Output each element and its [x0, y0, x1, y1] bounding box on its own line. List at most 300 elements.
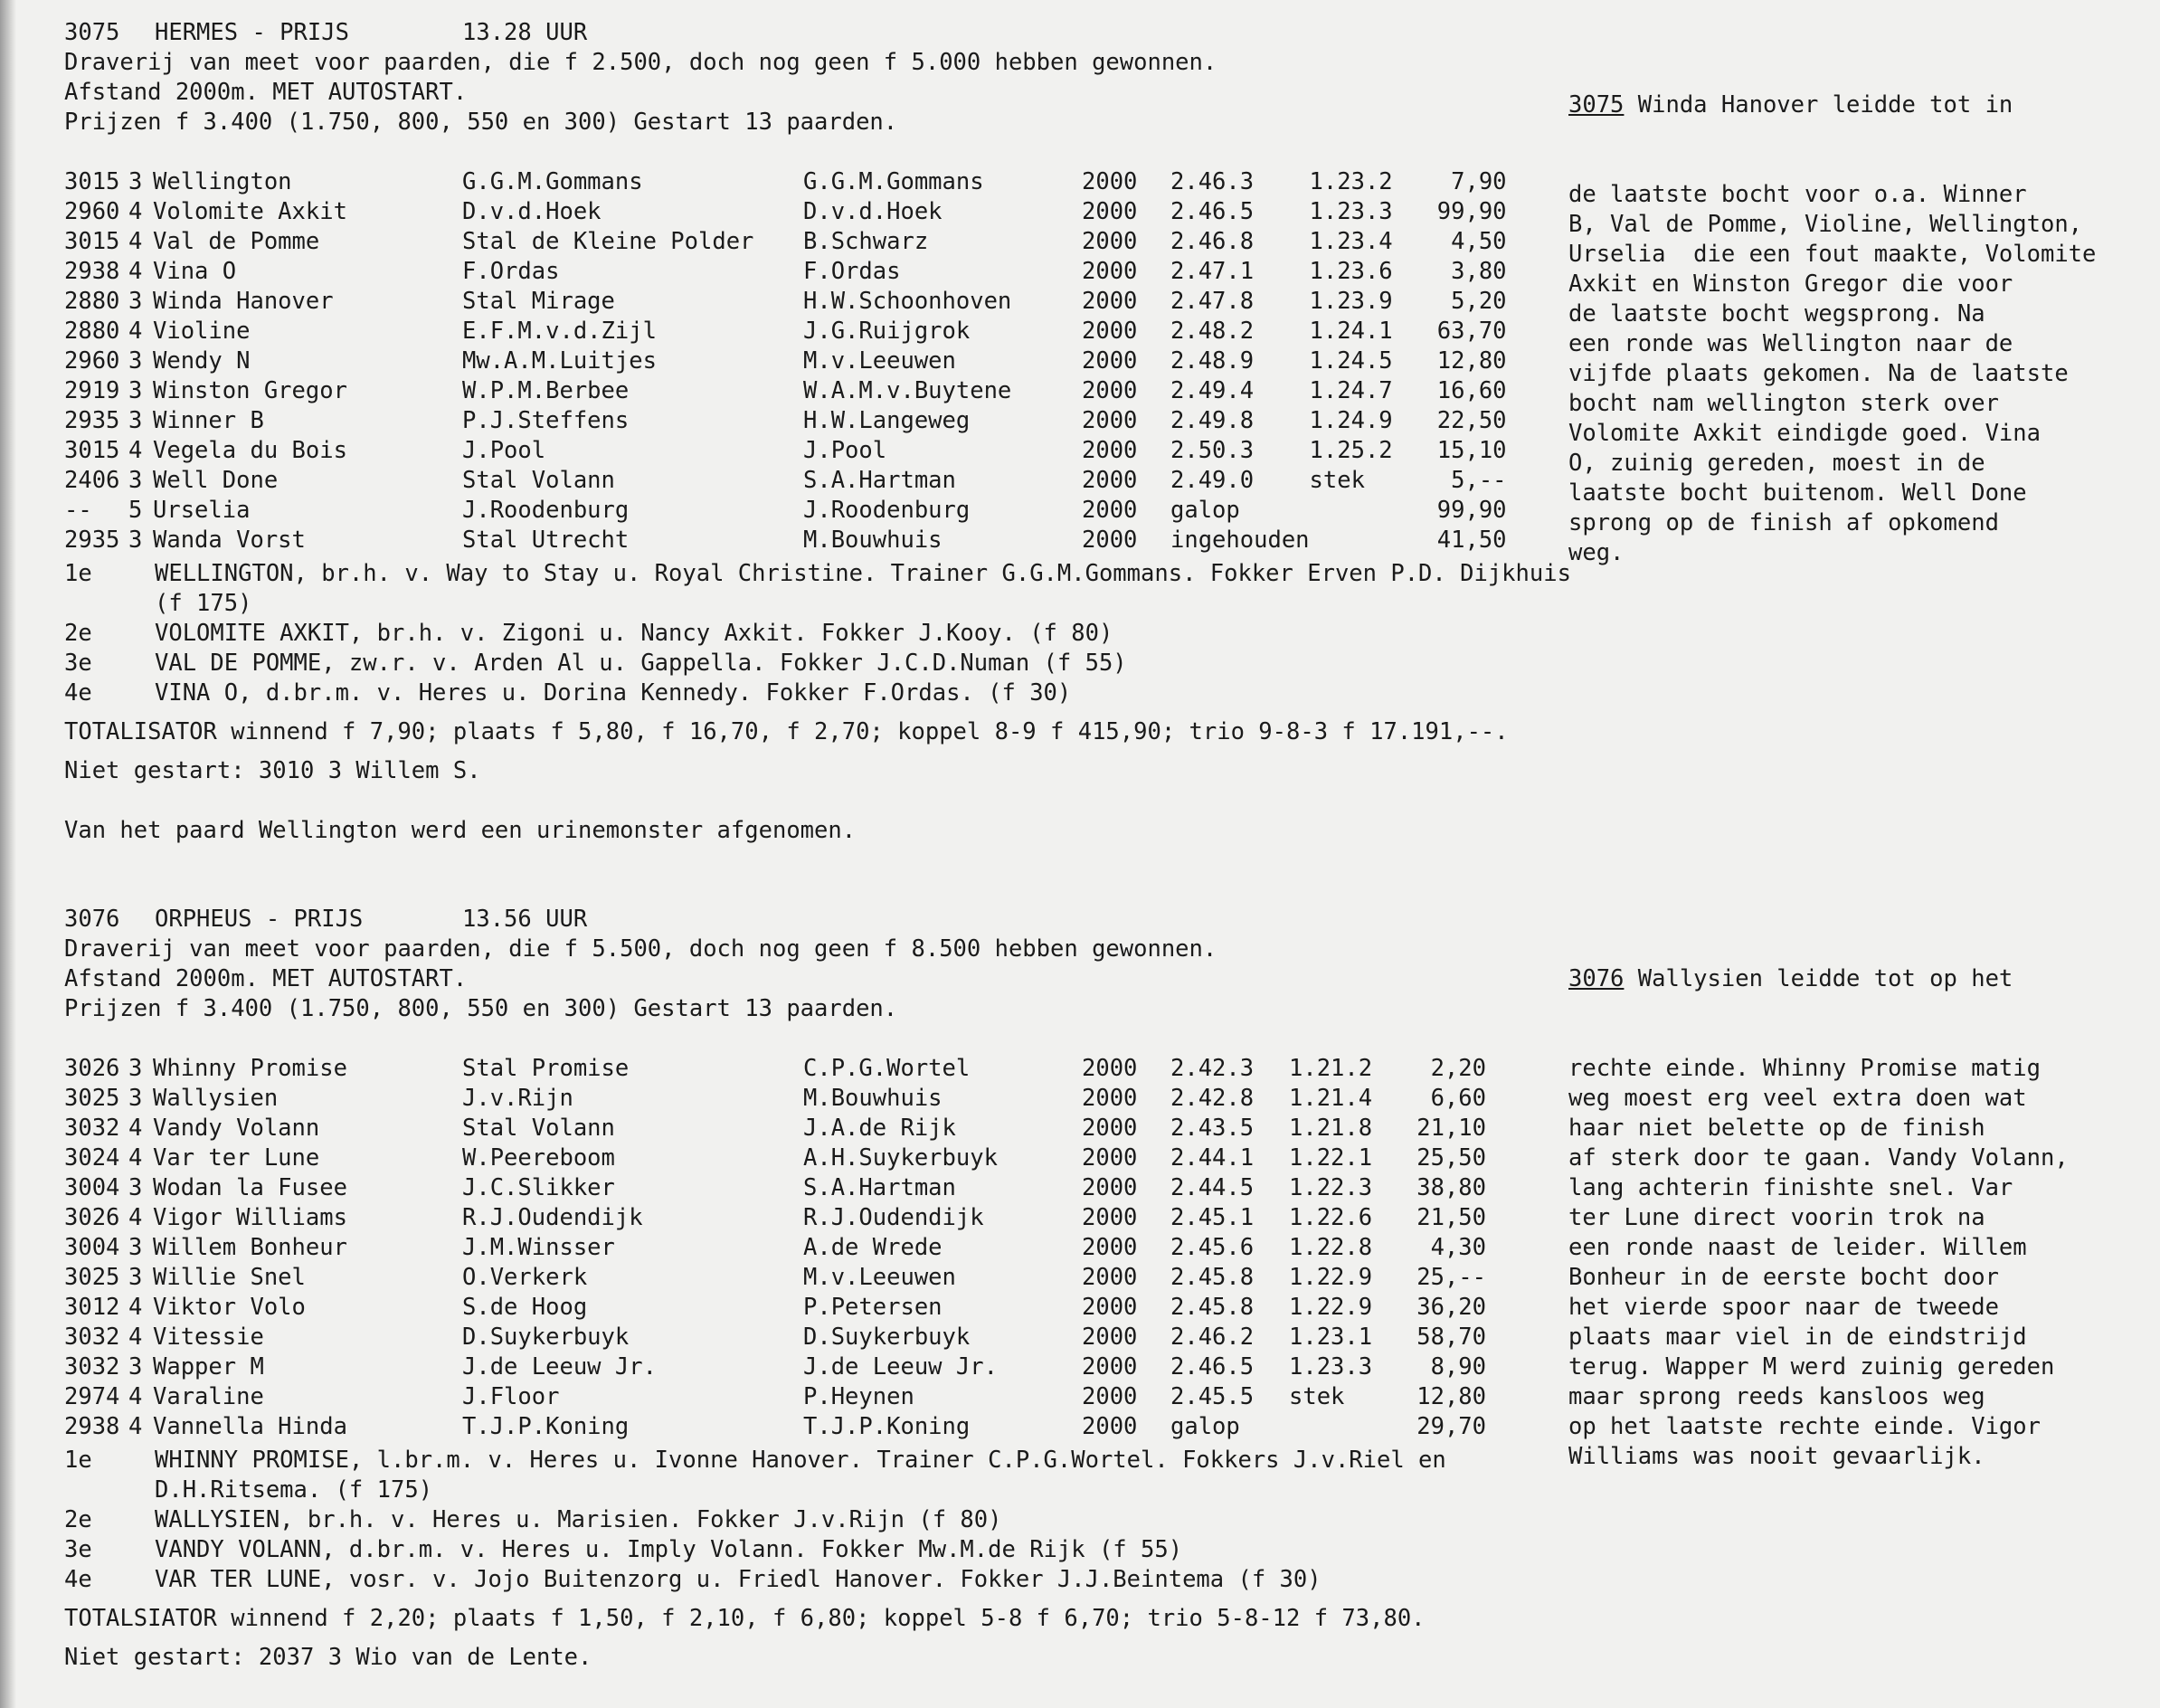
- comment-line: af sterk door te gaan. Vandy Volann,: [1568, 1144, 2069, 1172]
- race-time-result: 2.45.8: [1170, 1294, 1255, 1321]
- comment-line: haar niet belette op de finish: [1568, 1115, 1985, 1142]
- horse-name: Well Done: [153, 467, 279, 494]
- horse-age: 4: [128, 1383, 143, 1410]
- placing-entry: [64, 678, 1611, 708]
- km-time: stek: [1289, 1383, 1345, 1410]
- driver-name: J.de Leeuw Jr.: [803, 1353, 998, 1381]
- driver-name: P.Heynen: [803, 1383, 914, 1410]
- race-number: 3076: [64, 906, 120, 933]
- odds: 12,80: [1436, 347, 1507, 375]
- placing-description: VANDY VOLANN, d.br.m. v. Heres u. Imply Volann. Fokker Mw.M.de Rijk (f 55): [155, 1536, 1183, 1563]
- comment-race-number: 3076: [1568, 965, 1625, 992]
- horse-age: 4: [128, 1413, 143, 1440]
- odds: 8,90: [1430, 1353, 1486, 1381]
- driver-name: J.Roodenburg: [803, 497, 971, 524]
- comment-line: de laatste bocht voor o.a. Winner: [1568, 181, 2027, 208]
- horse-name: Vegela du Bois: [153, 437, 347, 464]
- odds: 21,50: [1416, 1204, 1486, 1231]
- ref-number: 3025: [64, 1085, 120, 1112]
- ref-number: 2880: [64, 318, 120, 345]
- distance: 2000: [1082, 1144, 1138, 1172]
- race-time-result: 2.49.4: [1170, 377, 1255, 404]
- result-row: [64, 1352, 1486, 1382]
- totalisator-line: TOTALSIATOR winnend f 2,20; plaats f 1,50, f 2,10, f 6,80; koppel 5-8 f 6,70; trio 5-8-12 f 73,80.: [64, 1605, 1426, 1632]
- ref-number: 2880: [64, 288, 120, 315]
- result-row: [64, 376, 1507, 406]
- race-time-result: galop: [1170, 1413, 1240, 1440]
- driver-name: M.v.Leeuwen: [803, 1264, 956, 1291]
- horse-name: Winston Gregor: [153, 377, 347, 404]
- ref-number: --: [64, 497, 92, 524]
- km-time: 1.23.2: [1309, 168, 1393, 195]
- race-header: [64, 18, 1611, 48]
- owner-name: D.Suykerbuyk: [462, 1324, 630, 1351]
- comment-line: de laatste bocht wegsprong. Na: [1568, 300, 1985, 327]
- km-time: 1.22.8: [1289, 1234, 1373, 1261]
- km-time: [1289, 1412, 1400, 1442]
- owner-name: J.Pool: [462, 437, 546, 464]
- race-time-result: 2.45.5: [1170, 1383, 1255, 1410]
- km-time: 1.21.2: [1289, 1055, 1373, 1082]
- comment-line: maar sprong reeds kansloos weg: [1568, 1383, 1985, 1410]
- odds: 6,60: [1430, 1085, 1486, 1112]
- race-time-result: 2.44.5: [1170, 1174, 1255, 1201]
- driver-name: M.Bouwhuis: [803, 527, 943, 554]
- km-time: 1.22.6: [1289, 1204, 1373, 1231]
- race-block-3076: [64, 905, 1611, 1673]
- driver-name: R.J.Oudendijk: [803, 1204, 984, 1231]
- driver-name: M.Bouwhuis: [803, 1085, 943, 1112]
- placing-position: 1e: [64, 1447, 92, 1474]
- horse-name: Val de Pomme: [153, 228, 320, 255]
- horse-age: 3: [128, 1085, 143, 1112]
- horse-age: 3: [128, 407, 143, 434]
- distance: 2000: [1082, 527, 1138, 554]
- owner-name: Stal Utrecht: [462, 527, 630, 554]
- ref-number: 2960: [64, 198, 120, 225]
- odds: 3,80: [1451, 258, 1507, 285]
- ref-number: 2938: [64, 1413, 120, 1440]
- km-time: 1.23.4: [1309, 228, 1393, 255]
- distance: 2000: [1082, 377, 1138, 404]
- horse-name: Whinny Promise: [153, 1055, 347, 1082]
- race-time-result: 2.44.1: [1170, 1144, 1255, 1172]
- result-row: [64, 1173, 1486, 1203]
- race-time-result: 2.49.8: [1170, 407, 1255, 434]
- ref-number: 3032: [64, 1115, 120, 1142]
- driver-name: W.A.M.v.Buytene: [803, 377, 1012, 404]
- distance: 2000: [1082, 1234, 1138, 1261]
- race-number: 3075: [64, 19, 120, 46]
- horse-age: 4: [128, 318, 143, 345]
- horse-age: 3: [128, 1055, 143, 1082]
- comment-line: vijfde plaats gekomen. Na de laatste: [1568, 360, 2069, 387]
- comment-line: op het laatste rechte einde. Vigor: [1568, 1413, 2041, 1440]
- placing-description: VINA O, d.br.m. v. Heres u. Dorina Kennedy. Fokker F.Ordas. (f 30): [155, 679, 1072, 707]
- owner-name: W.P.M.Berbee: [462, 377, 630, 404]
- horse-age: 4: [128, 1294, 143, 1321]
- urine-sample-note: Van het paard Wellington werd een urinemonster afgenomen.: [64, 817, 857, 844]
- race-name: ORPHEUS - PRIJS: [155, 906, 364, 933]
- placing-position: 3e: [64, 1536, 92, 1563]
- driver-name: D.v.d.Hoek: [803, 198, 943, 225]
- horse-age: 4: [128, 1204, 143, 1231]
- comment-line: B, Val de Pomme, Violine, Wellington,: [1568, 211, 2083, 238]
- comment-line: terug. Wapper M werd zuinig gereden: [1568, 1353, 2055, 1381]
- odds: 4,30: [1430, 1234, 1486, 1261]
- race-header: [64, 905, 1611, 935]
- owner-name: J.v.Rijn: [462, 1085, 573, 1112]
- ref-number: 2974: [64, 1383, 120, 1410]
- odds: 5,20: [1451, 288, 1507, 315]
- totalisator-line: TOTALISATOR winnend f 7,90; plaats f 5,80, f 16,70, f 2,70; koppel 8-9 f 415,90; trio 9-8-3 f 17.191,--.: [64, 718, 1509, 745]
- km-time: 1.23.3: [1289, 1353, 1373, 1381]
- km-time: 1.23.6: [1309, 258, 1393, 285]
- comment-line: een ronde naast de leider. Willem: [1568, 1234, 2027, 1261]
- odds: 22,50: [1436, 407, 1507, 434]
- comment-line: Volomite Axkit eindigde goed. Vina: [1568, 420, 2041, 447]
- horse-age: 3: [128, 1174, 143, 1201]
- horse-name: Wanda Vorst: [153, 527, 306, 554]
- race-time-result: galop: [1170, 497, 1240, 524]
- horse-name: Wellington: [153, 168, 292, 195]
- race-time-result: 2.45.1: [1170, 1204, 1255, 1231]
- race-time-result: 2.46.8: [1170, 228, 1255, 255]
- distance: 2000: [1082, 1353, 1138, 1381]
- driver-name: D.Suykerbuyk: [803, 1324, 971, 1351]
- horse-age: 3: [128, 527, 143, 554]
- placing-entry: [64, 1446, 1611, 1505]
- placing-entry: [64, 559, 1611, 619]
- odds: 4,50: [1451, 228, 1507, 255]
- placing-position: 2e: [64, 1506, 92, 1533]
- race-time-result: 2.46.5: [1170, 1353, 1255, 1381]
- race-time-result: 2.45.8: [1170, 1264, 1255, 1291]
- result-row: [64, 1323, 1486, 1352]
- placing-description: WALLYSIEN, br.h. v. Heres u. Marisien. Fokker J.v.Rijn (f 80): [155, 1506, 1002, 1533]
- odds: 25,50: [1416, 1144, 1486, 1172]
- km-time: 1.22.1: [1289, 1144, 1373, 1172]
- comment-race-number: 3075: [1568, 91, 1625, 119]
- driver-name: T.J.P.Koning: [803, 1413, 971, 1440]
- result-row: [64, 496, 1507, 526]
- owner-name: J.Roodenburg: [462, 497, 630, 524]
- comment-line: Williams was nooit gevaarlijk.: [1568, 1443, 1985, 1470]
- placing-position: 3e: [64, 650, 92, 677]
- odds: 16,60: [1436, 377, 1507, 404]
- comment-line: lang achterin finishte snel. Var: [1568, 1174, 2013, 1201]
- odds: 99,90: [1436, 198, 1507, 225]
- race-comment-3075: [1568, 31, 2102, 598]
- result-row: [64, 526, 1507, 555]
- placing-description: WHINNY PROMISE, l.br.m. v. Heres u. Ivonne Hanover. Trainer C.P.G.Wortel. Fokkers J.v.Riel en D.H.Ritsema. (f 175): [155, 1447, 1446, 1504]
- horse-name: Vina O: [153, 258, 237, 285]
- ref-number: 3032: [64, 1324, 120, 1351]
- owner-name: Stal Volann: [462, 1115, 615, 1142]
- horse-age: 3: [128, 1353, 143, 1381]
- horse-age: 3: [128, 1234, 143, 1261]
- placing-position: 4e: [64, 679, 92, 707]
- odds: 63,70: [1436, 318, 1507, 345]
- distance: 2000: [1082, 258, 1138, 285]
- owner-name: Stal de Kleine Polder: [462, 228, 754, 255]
- horse-age: 3: [128, 347, 143, 375]
- driver-name: F.Ordas: [803, 258, 901, 285]
- comment-line: plaats maar viel in de eindstrijd: [1568, 1324, 2027, 1351]
- owner-name: S.de Hoog: [462, 1294, 588, 1321]
- race-conditions: Draverij van meet voor paarden, die f 5.500, doch nog geen f 8.500 hebben gewonnen.: [64, 935, 1217, 963]
- owner-name: F.Ordas: [462, 258, 560, 285]
- horse-name: Vigor Williams: [153, 1204, 347, 1231]
- odds: 99,90: [1436, 497, 1507, 524]
- result-row: [64, 436, 1507, 466]
- ref-number: 2935: [64, 407, 120, 434]
- race-time-result: 2.46.3: [1170, 168, 1255, 195]
- result-row: [64, 1054, 1486, 1084]
- race-time-result: 2.48.2: [1170, 318, 1255, 345]
- comment-line: Bonheur in de eerste bocht door: [1568, 1264, 1999, 1291]
- comment-line: O, zuinig gereden, moest in de: [1568, 450, 1985, 477]
- distance: 2000: [1082, 198, 1138, 225]
- owner-name: Stal Mirage: [462, 288, 615, 315]
- distance: 2000: [1082, 1294, 1138, 1321]
- ref-number: 2935: [64, 527, 120, 554]
- comment-line: laatste bocht buitenom. Well Done: [1568, 479, 2027, 507]
- placing-entry: [64, 1535, 1611, 1565]
- result-row: [64, 1412, 1486, 1442]
- odds: 5,--: [1451, 467, 1507, 494]
- km-time: 1.24.7: [1309, 377, 1393, 404]
- horse-name: Violine: [153, 318, 251, 345]
- driver-name: M.v.Leeuwen: [803, 347, 956, 375]
- race-time-result: 2.49.0: [1170, 467, 1255, 494]
- km-time: 1.23.1: [1289, 1324, 1373, 1351]
- race-time-result: 2.43.5: [1170, 1115, 1255, 1142]
- result-row: [64, 346, 1507, 376]
- owner-name: E.F.M.v.d.Zijl: [462, 318, 657, 345]
- result-row: [64, 1114, 1486, 1143]
- result-row: [64, 1263, 1486, 1293]
- driver-name: S.A.Hartman: [803, 467, 956, 494]
- km-time: 1.21.8: [1289, 1115, 1373, 1142]
- horse-age: 3: [128, 377, 143, 404]
- horse-name: Vannella Hinda: [153, 1413, 347, 1440]
- ref-number: 3015: [64, 168, 120, 195]
- comment-line: Winda Hanover leidde tot in: [1624, 91, 2013, 119]
- scan-edge-shadow: [0, 0, 16, 1708]
- result-row: [64, 287, 1507, 317]
- result-row: [64, 1293, 1486, 1323]
- race-time-result: 2.50.3: [1170, 437, 1255, 464]
- result-row: [64, 1382, 1486, 1412]
- driver-name: H.W.Schoonhoven: [803, 288, 1012, 315]
- distance: 2000: [1082, 1174, 1138, 1201]
- owner-name: J.Floor: [462, 1383, 560, 1410]
- owner-name: O.Verkerk: [462, 1264, 588, 1291]
- horse-age: 4: [128, 437, 143, 464]
- owner-name: R.J.Oudendijk: [462, 1204, 643, 1231]
- horse-name: Winda Hanover: [153, 288, 334, 315]
- ref-number: 3032: [64, 1353, 120, 1381]
- horse-name: Viktor Volo: [153, 1294, 306, 1321]
- driver-name: A.de Wrede: [803, 1234, 943, 1261]
- race-time-result: 2.46.2: [1170, 1324, 1255, 1351]
- owner-name: J.C.Slikker: [462, 1174, 615, 1201]
- ref-number: 2938: [64, 258, 120, 285]
- distance: 2000: [1082, 1055, 1138, 1082]
- horse-age: 3: [128, 288, 143, 315]
- driver-name: J.Pool: [803, 437, 887, 464]
- placing-description: VAR TER LUNE, vosr. v. Jojo Buitenzorg u. Friedl Hanover. Fokker J.J.Beintema (f 30): [155, 1566, 1322, 1593]
- result-row: [64, 167, 1507, 197]
- ref-number: 3015: [64, 228, 120, 255]
- comment-line: rechte einde. Whinny Promise matig: [1568, 1055, 2041, 1082]
- result-row: [64, 227, 1507, 257]
- ref-number: 2919: [64, 377, 120, 404]
- placing-position: 4e: [64, 1566, 92, 1593]
- km-time: 1.22.3: [1289, 1174, 1373, 1201]
- distance: 2000: [1082, 347, 1138, 375]
- km-time: 1.24.5: [1309, 347, 1393, 375]
- ref-number: 3026: [64, 1055, 120, 1082]
- owner-name: J.de Leeuw Jr.: [462, 1353, 657, 1381]
- horse-age: 4: [128, 198, 143, 225]
- result-row: [64, 1084, 1486, 1114]
- odds: 2,20: [1430, 1055, 1486, 1082]
- horse-name: Vitessie: [153, 1324, 264, 1351]
- ref-number: 3004: [64, 1234, 120, 1261]
- horse-name: Varaline: [153, 1383, 264, 1410]
- horse-age: 4: [128, 1324, 143, 1351]
- km-time: 1.25.2: [1309, 437, 1393, 464]
- placing-description: WELLINGTON, br.h. v. Way to Stay u. Royal Christine. Trainer G.G.M.Gommans. Fokker Erven P.D. Dijkhuis (f 175): [155, 560, 1571, 617]
- comment-line: ter Lune direct voorin trok na: [1568, 1204, 1985, 1231]
- placing-description: VAL DE POMME, zw.r. v. Arden Al u. Gappella. Fokker J.C.D.Numan (f 55): [155, 650, 1127, 677]
- distance: 2000: [1082, 228, 1138, 255]
- not-started-line: Niet gestart: 3010 3 Willem S.: [64, 757, 481, 784]
- driver-name: A.H.Suykerbuyk: [803, 1144, 998, 1172]
- result-row: [64, 1233, 1486, 1263]
- driver-name: B.Schwarz: [803, 228, 929, 255]
- odds: 41,50: [1436, 527, 1507, 554]
- result-row: [64, 197, 1507, 227]
- horse-name: Wapper M: [153, 1353, 264, 1381]
- owner-name: Stal Volann: [462, 467, 615, 494]
- horse-age: 4: [128, 1144, 143, 1172]
- race-time-result: 2.45.6: [1170, 1234, 1255, 1261]
- owner-name: Stal Promise: [462, 1055, 630, 1082]
- odds: 21,10: [1416, 1115, 1486, 1142]
- odds: 36,20: [1416, 1294, 1486, 1321]
- ref-number: 3024: [64, 1144, 120, 1172]
- race-time: 13.28 UUR: [462, 19, 588, 46]
- comment-line: het vierde spoor naar de tweede: [1568, 1294, 1999, 1321]
- comment-line: weg.: [1568, 539, 1625, 566]
- horse-age: 4: [128, 258, 143, 285]
- owner-name: W.Peereboom: [462, 1144, 615, 1172]
- results-table: [64, 167, 1507, 555]
- odds: 12,80: [1416, 1383, 1486, 1410]
- placings-list: [64, 1446, 1611, 1595]
- result-row: [64, 1143, 1486, 1173]
- distance: 2000: [1082, 1204, 1138, 1231]
- distance: 2000: [1082, 168, 1138, 195]
- race-prizes: Prijzen f 3.400 (1.750, 800, 550 en 300) Gestart 13 paarden.: [64, 109, 898, 136]
- km-time: 1.22.9: [1289, 1264, 1373, 1291]
- comment-line: een ronde was Wellington naar de: [1568, 330, 2013, 357]
- comment-line: Urselia die een fout maakte, Volomite: [1568, 241, 2097, 268]
- km-time: 1.22.9: [1289, 1294, 1373, 1321]
- odds: 38,80: [1416, 1174, 1486, 1201]
- comment-line: Axkit en Winston Gregor die voor: [1568, 270, 2013, 298]
- distance: 2000: [1082, 1324, 1138, 1351]
- km-time: 1.24.9: [1309, 407, 1393, 434]
- km-time: 1.24.1: [1309, 318, 1393, 345]
- horse-age: 4: [128, 1115, 143, 1142]
- placing-entry: [64, 619, 1611, 649]
- km-time: 1.23.3: [1309, 198, 1393, 225]
- race-name: HERMES - PRIJS: [155, 19, 349, 46]
- race-time: 13.56 UUR: [462, 906, 588, 933]
- horse-name: Wallysien: [153, 1085, 279, 1112]
- placing-entry: [64, 649, 1611, 678]
- horse-name: Volomite Axkit: [153, 198, 347, 225]
- race-time-result: 2.47.8: [1170, 288, 1255, 315]
- km-time: 1.23.9: [1309, 288, 1393, 315]
- horse-name: Var ter Lune: [153, 1144, 320, 1172]
- race-conditions: Draverij van meet voor paarden, die f 2.500, doch nog geen f 5.000 hebben gewonnen.: [64, 49, 1217, 76]
- ref-number: 2960: [64, 347, 120, 375]
- driver-name: G.G.M.Gommans: [803, 168, 984, 195]
- distance: 2000: [1082, 407, 1138, 434]
- km-time: 1.21.4: [1289, 1085, 1373, 1112]
- race-distance: Afstand 2000m. MET AUTOSTART.: [64, 965, 468, 992]
- distance: 2000: [1082, 1115, 1138, 1142]
- ref-number: 3012: [64, 1294, 120, 1321]
- result-row: [64, 1203, 1486, 1233]
- race-time-result: 2.42.3: [1170, 1055, 1255, 1082]
- race-time-result: 2.48.9: [1170, 347, 1255, 375]
- results-table: [64, 1054, 1486, 1442]
- odds: 7,90: [1451, 168, 1507, 195]
- race-comment-3076: [1568, 905, 2102, 1502]
- owner-name: Mw.A.M.Luitjes: [462, 347, 657, 375]
- comment-line: sprong op de finish af opkomend: [1568, 509, 1999, 536]
- distance: 2000: [1082, 497, 1138, 524]
- race-prizes: Prijzen f 3.400 (1.750, 800, 550 en 300) Gestart 13 paarden.: [64, 995, 898, 1022]
- owner-name: D.v.d.Hoek: [462, 198, 602, 225]
- owner-name: T.J.P.Koning: [462, 1413, 630, 1440]
- result-row: [64, 257, 1507, 287]
- owner-name: P.J.Steffens: [462, 407, 630, 434]
- distance: 2000: [1082, 288, 1138, 315]
- race-time-result: ingehouden: [1170, 527, 1310, 554]
- placings-list: [64, 559, 1611, 708]
- distance: 2000: [1082, 318, 1138, 345]
- placing-position: 2e: [64, 620, 92, 647]
- comment-line: weg moest erg veel extra doen wat: [1568, 1085, 2027, 1112]
- horse-name: Wendy N: [153, 347, 251, 375]
- horse-age: 3: [128, 1264, 143, 1291]
- odds: 29,70: [1416, 1413, 1486, 1440]
- distance: 2000: [1082, 1085, 1138, 1112]
- comment-line: Wallysien leidde tot op het: [1624, 965, 2013, 992]
- km-time: [1310, 496, 1421, 526]
- race-time-result: 2.42.8: [1170, 1085, 1255, 1112]
- horse-age: 3: [128, 467, 143, 494]
- odds: 25,--: [1416, 1264, 1486, 1291]
- horse-name: Willem Bonheur: [153, 1234, 347, 1261]
